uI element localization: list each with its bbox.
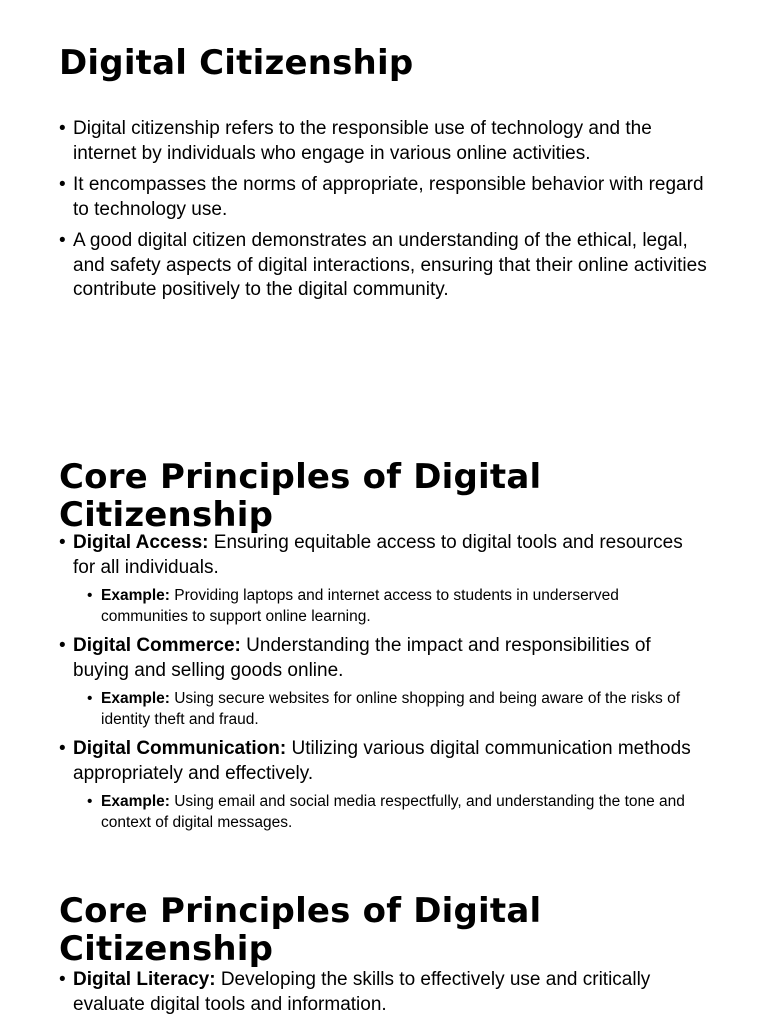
principle-term: Digital Communication: [73,738,287,759]
bullet-dot-icon: • [59,635,66,656]
bullet-text: A good digital citizen demonstrates an understanding of the ethical, legal, and safety aspects of digital interactions, ensuring that their online activities contribute positively to the digital community. [73,230,707,300]
example-text: Providing laptops and internet access to students in underserved communities to support online learning. [101,587,619,625]
principle-term: Digital Commerce: [73,635,241,656]
bullet-text: Digital citizenship refers to the responsible use of technology and the internet by individuals who engage in various online activities. [73,118,652,164]
example-text: Using email and social media respectfully, and understanding the tone and context of digital messages. [101,793,685,831]
example-label: Example: [101,793,170,810]
bullet-dot-icon: • [59,738,66,759]
bullet-dot-icon: • [59,174,66,195]
slide-title: Core Principles of Digital Citizenship [59,457,542,535]
principle-text: Utilizing various digital communication methods appropriately and effectively. [73,738,691,784]
bullet-dot-icon: • [87,690,93,707]
bullet-dot-icon: • [59,118,66,139]
principle-term: Digital Literacy: [73,969,216,990]
slide-title: Digital Citizenship [59,43,414,83]
example-label: Example: [101,690,170,707]
example-text: Using secure websites for online shopping and being aware of the risks of identity theft and fraud. [101,690,680,728]
principle-item-digital-literacy [59,968,709,1017]
principle-text: Developing the skills to effectively use and critically evaluate digital tools and information. [73,969,651,1015]
principle-term: Digital Access: [73,532,209,553]
bullet-dot-icon: • [87,793,93,810]
bullet-dot-icon: • [59,969,66,990]
bullet-dot-icon: • [87,587,93,604]
bullet-text: It encompasses the norms of appropriate, responsible behavior with regard to technology use. [73,174,704,220]
bullet-dot-icon: • [59,532,66,553]
example-label: Example: [101,587,170,604]
principle-text: Understanding the impact and responsibilities of buying and selling goods online. [73,635,651,681]
principle-text: Ensuring equitable access to digital tools and resources for all individuals. [73,532,683,578]
bullet-list [59,968,709,1024]
slide-title: Core Principles of Digital Citizenship [59,891,542,969]
bullet-dot-icon: • [59,230,66,251]
